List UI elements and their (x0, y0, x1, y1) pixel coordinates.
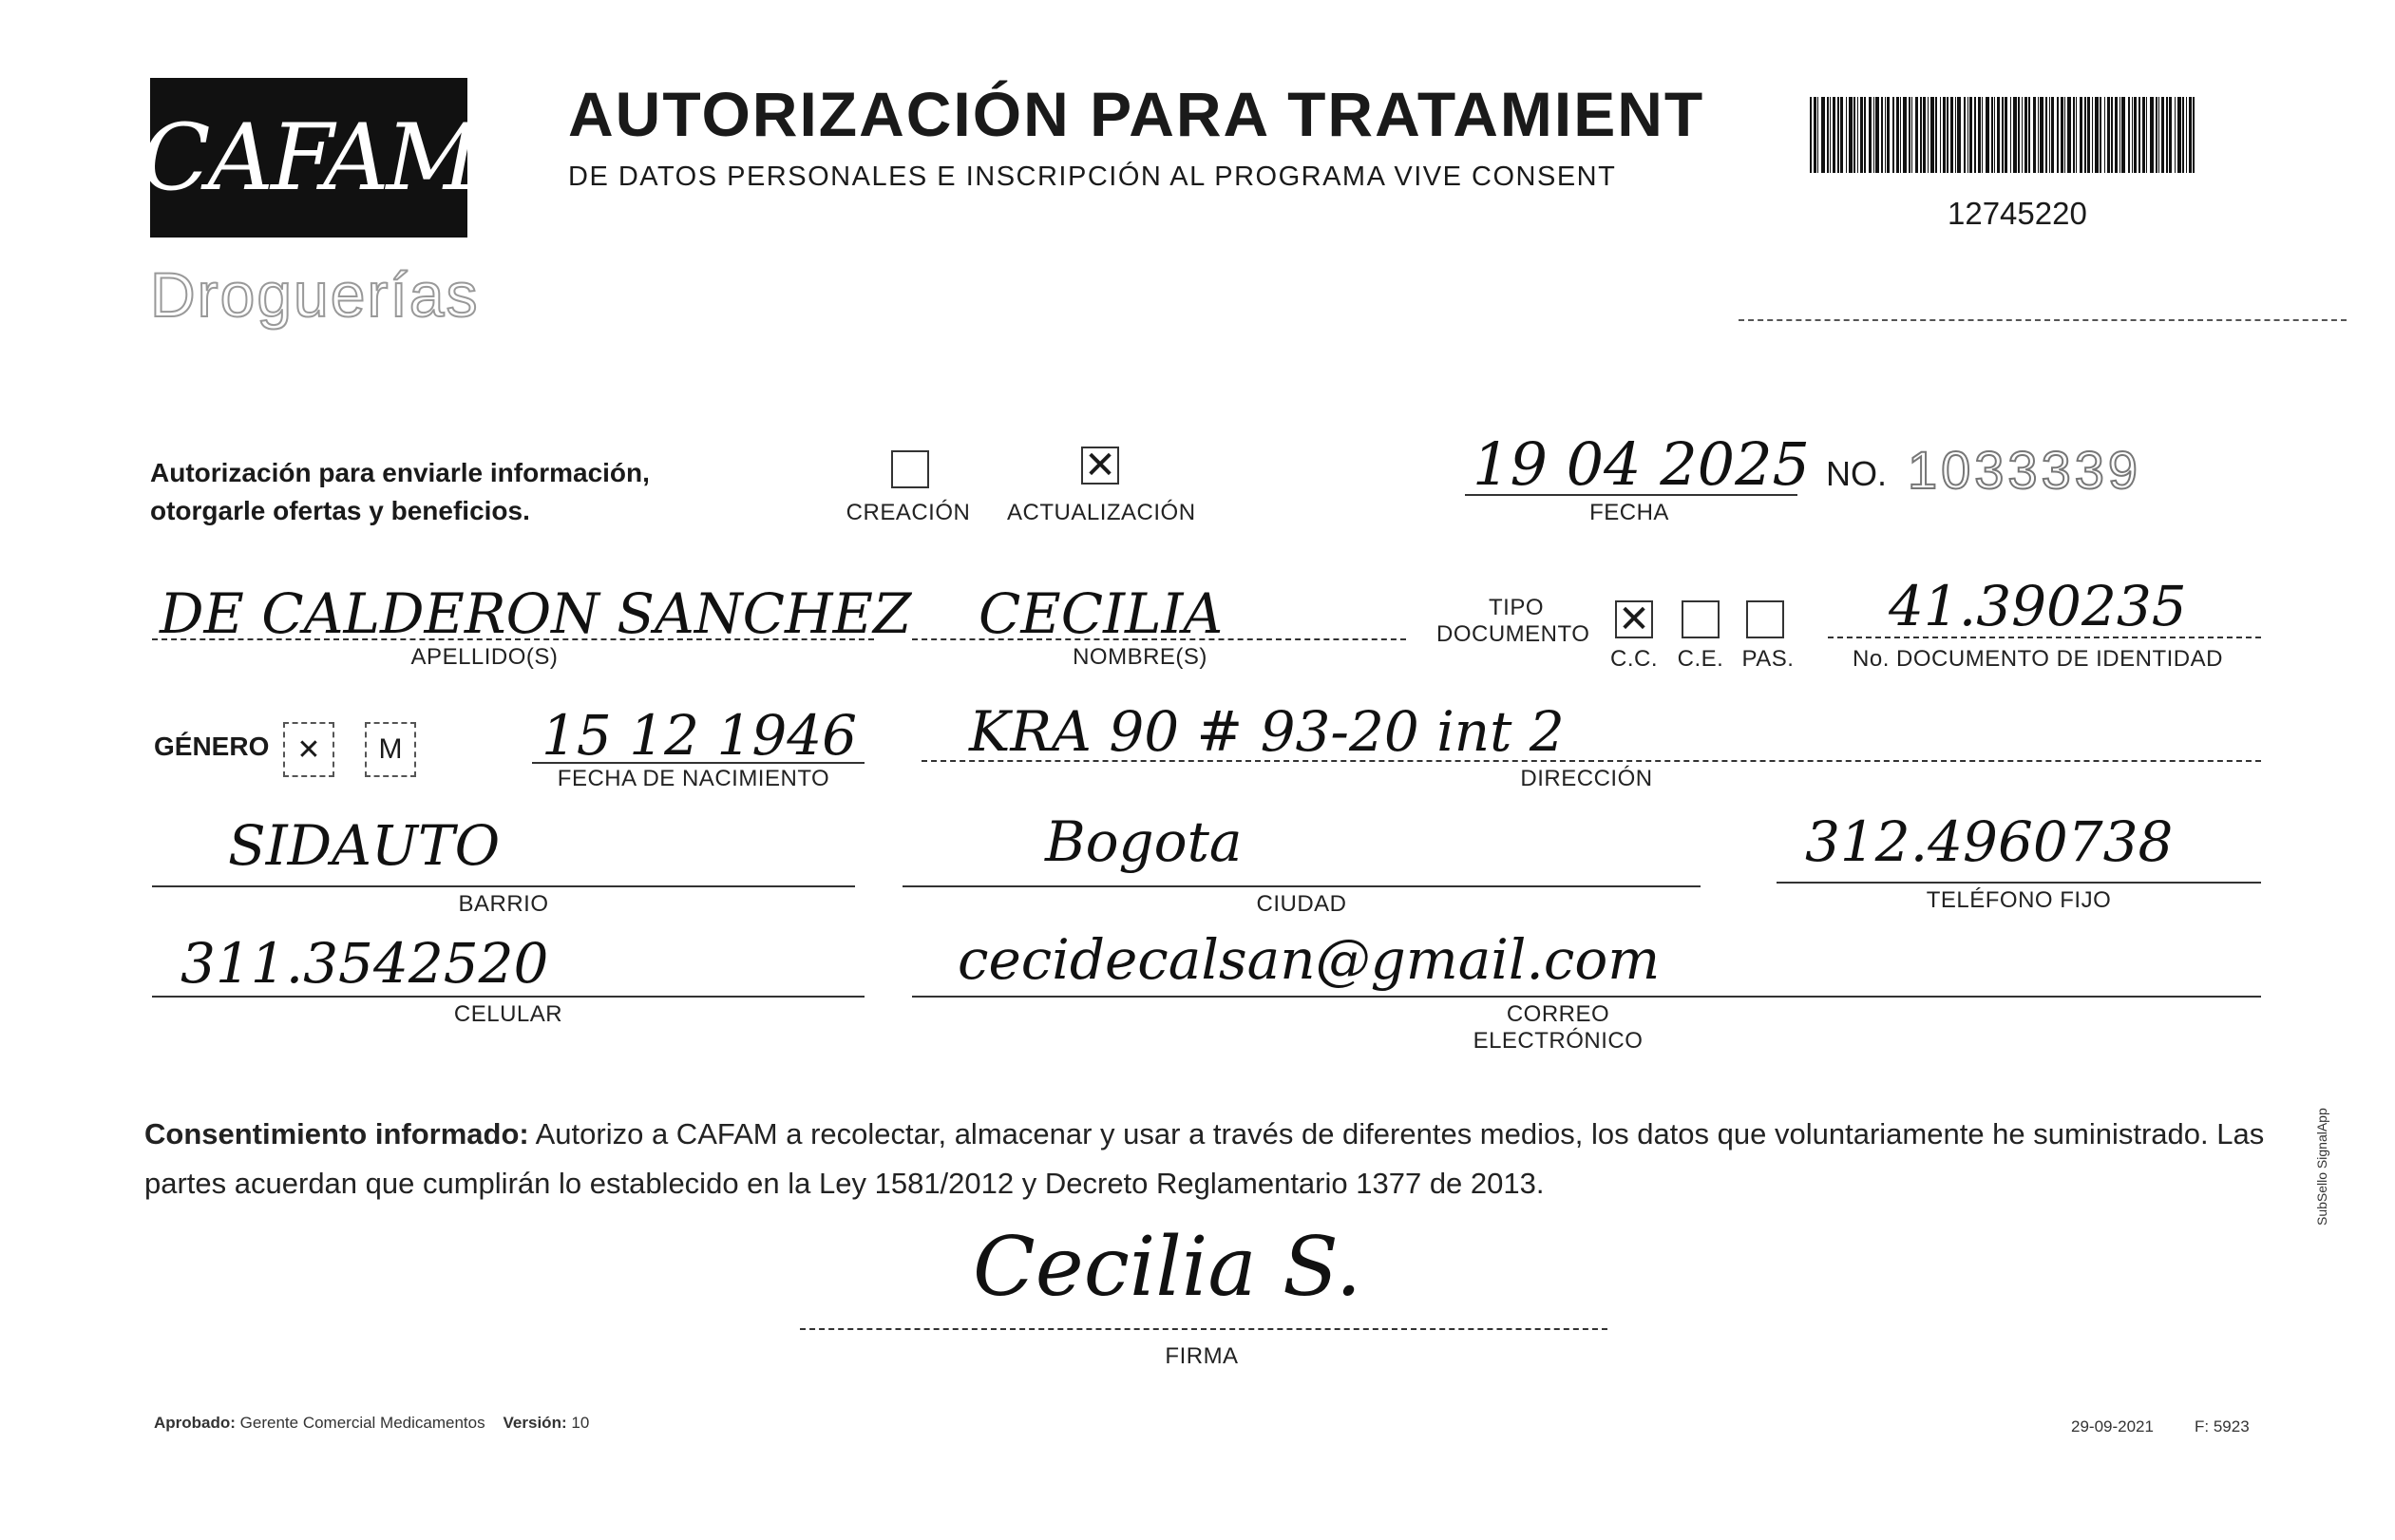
barcode-bar (2067, 97, 2071, 173)
side-stamp: SubSello SignalApp (2314, 1108, 2329, 1226)
footer-date: 29-09-2021 (2071, 1417, 2154, 1435)
barcode-bar (2087, 97, 2090, 173)
barcode-bar (1969, 97, 1972, 173)
barcode-bar (1997, 97, 2000, 173)
barcode-bar (2104, 97, 2105, 173)
telefono-label: TELÉFONO FIJO (1926, 887, 2112, 913)
birth-date-label: FECHA DE NACIMIENTO (557, 766, 830, 791)
nombres-label: NOMBRE(S) (1073, 644, 1207, 670)
barcode-bar (1887, 97, 1890, 173)
barcode-bar (2092, 97, 2093, 173)
barcode-bar (2175, 97, 2176, 173)
header-divider (1739, 319, 2347, 321)
form-title: AUTORIZACIÓN PARA TRATAMIENT (568, 79, 1705, 149)
barcode-bar (1827, 97, 1829, 173)
barcode-bar (2107, 97, 2110, 173)
barcode-bar (1810, 97, 1812, 173)
form-subtitle: DE DATOS PERSONALES E INSCRIPCIÓN AL PROGRAMA VIVE CONSENT (568, 162, 1617, 192)
version-label: Versión: (503, 1414, 567, 1432)
barcode-bar (2013, 97, 2017, 173)
celular-line (152, 996, 865, 998)
form-number: 1033339 (1908, 440, 2142, 500)
apellidos-label: APELLIDO(S) (410, 644, 559, 670)
barcode-bar (1964, 97, 1966, 173)
barcode-bar (1920, 97, 1922, 173)
barcode-bar (1909, 97, 1910, 173)
barcode-bar (2033, 97, 2036, 173)
barcode-bar (1974, 97, 1976, 173)
gender-f-option[interactable] (283, 722, 334, 777)
barcode-bar (2024, 97, 2027, 173)
barcode-bar (1928, 97, 1929, 173)
barcode-bar (1940, 97, 1941, 173)
barcode-bar (2121, 97, 2125, 173)
barcode-bar (1930, 97, 1934, 173)
barcode-image (1810, 97, 2197, 173)
barcode-bar (2193, 97, 2195, 173)
telefono-value: 312.4960738 (1805, 809, 2174, 874)
barcode-bar (2146, 97, 2147, 173)
barcode-bar (2064, 97, 2065, 173)
barcode-bar (2150, 97, 2154, 173)
address-value: KRA 90 # 93-20 int 2 (969, 699, 1565, 764)
barcode-bar (2028, 97, 2030, 173)
barcode-bar (2057, 97, 2059, 173)
birth-date-line (532, 762, 865, 764)
barcode-bar (2169, 97, 2172, 173)
nombres-line (912, 638, 1406, 640)
barcode-bar (1911, 97, 1912, 173)
barcode-bar (1982, 97, 1983, 173)
documento-label: DOCUMENTO (1436, 621, 1590, 647)
barcode-bar (2158, 97, 2159, 173)
barcode-bar (2115, 97, 2118, 173)
cc-checkbox[interactable] (1615, 598, 1653, 641)
barrio-line (152, 885, 855, 887)
ciudad-line (903, 885, 1701, 887)
barcode-bar (1892, 97, 1894, 173)
celular-label: CELULAR (453, 1001, 563, 1027)
barcode-bar (2132, 97, 2133, 173)
barcode-bar (1991, 97, 1993, 173)
barcode-bar (1849, 97, 1853, 173)
barcode-bar (1885, 97, 1886, 173)
barcode-bar (2018, 97, 2020, 173)
authorization-text-line2: otorgarle ofertas y beneficios. (150, 496, 530, 525)
email-label: CORREO ELECTRÓNICO (1473, 1001, 1644, 1054)
ce-checkbox[interactable] (1682, 600, 1720, 638)
creacion-label: CREACIÓN (846, 500, 971, 525)
barcode-bar (1873, 97, 1874, 173)
barcode-bar (1837, 97, 1839, 173)
barcode-bar (1857, 97, 1858, 173)
fecha-line (1465, 494, 1797, 496)
barcode-bar (1846, 97, 1847, 173)
barcode-bar (1923, 97, 1926, 173)
barcode-bar (2040, 97, 2043, 173)
barcode-bar (2166, 97, 2168, 173)
barcode-bar (2084, 97, 2086, 173)
actualizacion-mark: ✕ (1084, 444, 1116, 487)
barcode-bar (1840, 97, 1843, 173)
footer-code: F: 5923 (2195, 1417, 2250, 1435)
ciudad-value: Bogota (1045, 809, 1243, 874)
gender-f-mark: ✕ (296, 733, 321, 766)
gender-m-label: M (378, 733, 403, 765)
number-label: NO. (1826, 454, 1888, 493)
nombres-value: CECILIA (979, 581, 1224, 646)
signature-line (800, 1328, 1607, 1330)
barcode-bar (2002, 97, 2004, 173)
logo-subtext: Droguerías (150, 259, 480, 330)
barcode-number: 12745220 (1948, 196, 2087, 231)
barcode-bar (2128, 97, 2130, 173)
barcode-bar (2161, 97, 2164, 173)
barcode-bar (2156, 97, 2157, 173)
doc-number-value: 41.390235 (1889, 574, 2187, 638)
barcode-bar (2076, 97, 2077, 173)
email-value: cecidecalsan@gmail.com (958, 927, 1661, 992)
barcode-bar (2051, 97, 2054, 173)
barcode-bar (1986, 97, 1989, 173)
cafam-logo (141, 78, 477, 238)
address-label: DIRECCIÓN (1520, 766, 1653, 791)
consent-paragraph (144, 1110, 2272, 1208)
creacion-checkbox[interactable] (891, 450, 929, 488)
barcode-bar (2005, 97, 2007, 173)
aprobado-label: Aprobado: (154, 1414, 236, 1432)
birth-date-value: 15 12 1946 (542, 703, 858, 768)
barcode-bar (2100, 97, 2101, 173)
barcode-bar (1875, 97, 1879, 173)
address-line (922, 760, 2261, 762)
barcode-bar (1978, 97, 1981, 173)
doc-number-line (1828, 637, 2261, 638)
barcode-bar (1955, 97, 1956, 173)
barcode-bar (1864, 97, 1866, 173)
consent-text: Autorizo a CAFAM a recolectar, almacenar y usar a través de diferentes medios, los datos que voluntariamente he suministrado. Las partes acuerdan que cumplirán lo establecido en la Ley 1581/2012 y Decreto Reglamentario 1377 de 2013. (144, 1117, 2265, 1200)
fecha-label: FECHA (1589, 500, 1669, 525)
telefono-line (1777, 882, 2261, 884)
actualizacion-checkbox[interactable] (1081, 444, 1119, 487)
ciudad-label: CIUDAD (1256, 891, 1347, 917)
fecha-value: 19 04 2025 (1473, 429, 1810, 499)
barcode-bar (2022, 97, 2023, 173)
pas-checkbox[interactable] (1746, 600, 1784, 638)
barcode-bar (2038, 97, 2039, 173)
authorization-text (150, 454, 650, 530)
barcode-bar (2080, 97, 2082, 173)
barcode-bar (1994, 97, 1995, 173)
cc-label: C.C. (1610, 646, 1658, 672)
barcode-bar (1950, 97, 1953, 173)
barcode-bar (1869, 97, 1872, 173)
genero-label: GÉNERO (154, 732, 270, 761)
barcode-bar (2177, 97, 2181, 173)
barcode-bar (2045, 97, 2047, 173)
barcode-bar (2111, 97, 2113, 173)
barcode-bar (1943, 97, 1946, 173)
barrio-value: SIDAUTO (228, 813, 501, 878)
barcode-bar (1860, 97, 1863, 173)
barcode-bar (2142, 97, 2145, 173)
barcode-bar (1957, 97, 1961, 173)
barcode-bar (1903, 97, 1907, 173)
barcode-bar (2182, 97, 2184, 173)
barcode-bar (1896, 97, 1899, 173)
logo-text: CAFAM (141, 105, 477, 211)
barcode-bar (2010, 97, 2011, 173)
cc-mark: ✕ (1618, 598, 1650, 641)
barcode-bar (1853, 97, 1855, 173)
apellidos-line (152, 638, 874, 640)
barcode-bar (1900, 97, 1901, 173)
barcode-bar (1881, 97, 1883, 173)
consent-heading: Consentimiento informado: (144, 1117, 529, 1150)
barcode-bar (1947, 97, 1948, 173)
barcode-bar (1935, 97, 1937, 173)
footer-approval (154, 1414, 589, 1433)
gender-m-option[interactable] (365, 722, 416, 777)
barcode-bar (1817, 97, 1818, 173)
barcode-bar (2134, 97, 2137, 173)
tipo-label: TIPO (1488, 595, 1544, 620)
pas-label: PAS. (1741, 646, 1795, 672)
version-value: 10 (571, 1414, 590, 1432)
ce-label: C.E. (1677, 646, 1724, 672)
barcode-bar (1967, 97, 1968, 173)
barcode-bar (1814, 97, 1816, 173)
doc-number-label: No. DOCUMENTO DE IDENTIDAD (1853, 646, 2223, 672)
barcode-bar (2186, 97, 2187, 173)
barcode-bar (2138, 97, 2140, 173)
signature-label: FIRMA (1165, 1343, 1239, 1369)
email-line (912, 996, 2261, 998)
actualizacion-label: ACTUALIZACIÓN (1007, 500, 1196, 525)
authorization-text-line1: Autorización para enviarle información, (150, 458, 650, 487)
barcode-bar (1833, 97, 1835, 173)
barcode-bar (2189, 97, 2192, 173)
barcode-bar (2095, 97, 2099, 173)
celular-value: 311.3542520 (181, 931, 549, 996)
barcode-bar (2049, 97, 2050, 173)
barrio-label: BARRIO (458, 891, 549, 917)
barcode-bar (2073, 97, 2075, 173)
barcode-bar (2119, 97, 2120, 173)
aprobado-value: Gerente Comercial Medicamentos (239, 1414, 485, 1432)
barcode-bar (2061, 97, 2063, 173)
barcode-bar (1830, 97, 1831, 173)
apellidos-value: DE CALDERON SANCHEZ (160, 581, 912, 646)
barcode-bar (1821, 97, 1825, 173)
signature-value: Cecilia S. (973, 1220, 1362, 1315)
barcode-bar (1915, 97, 1918, 173)
